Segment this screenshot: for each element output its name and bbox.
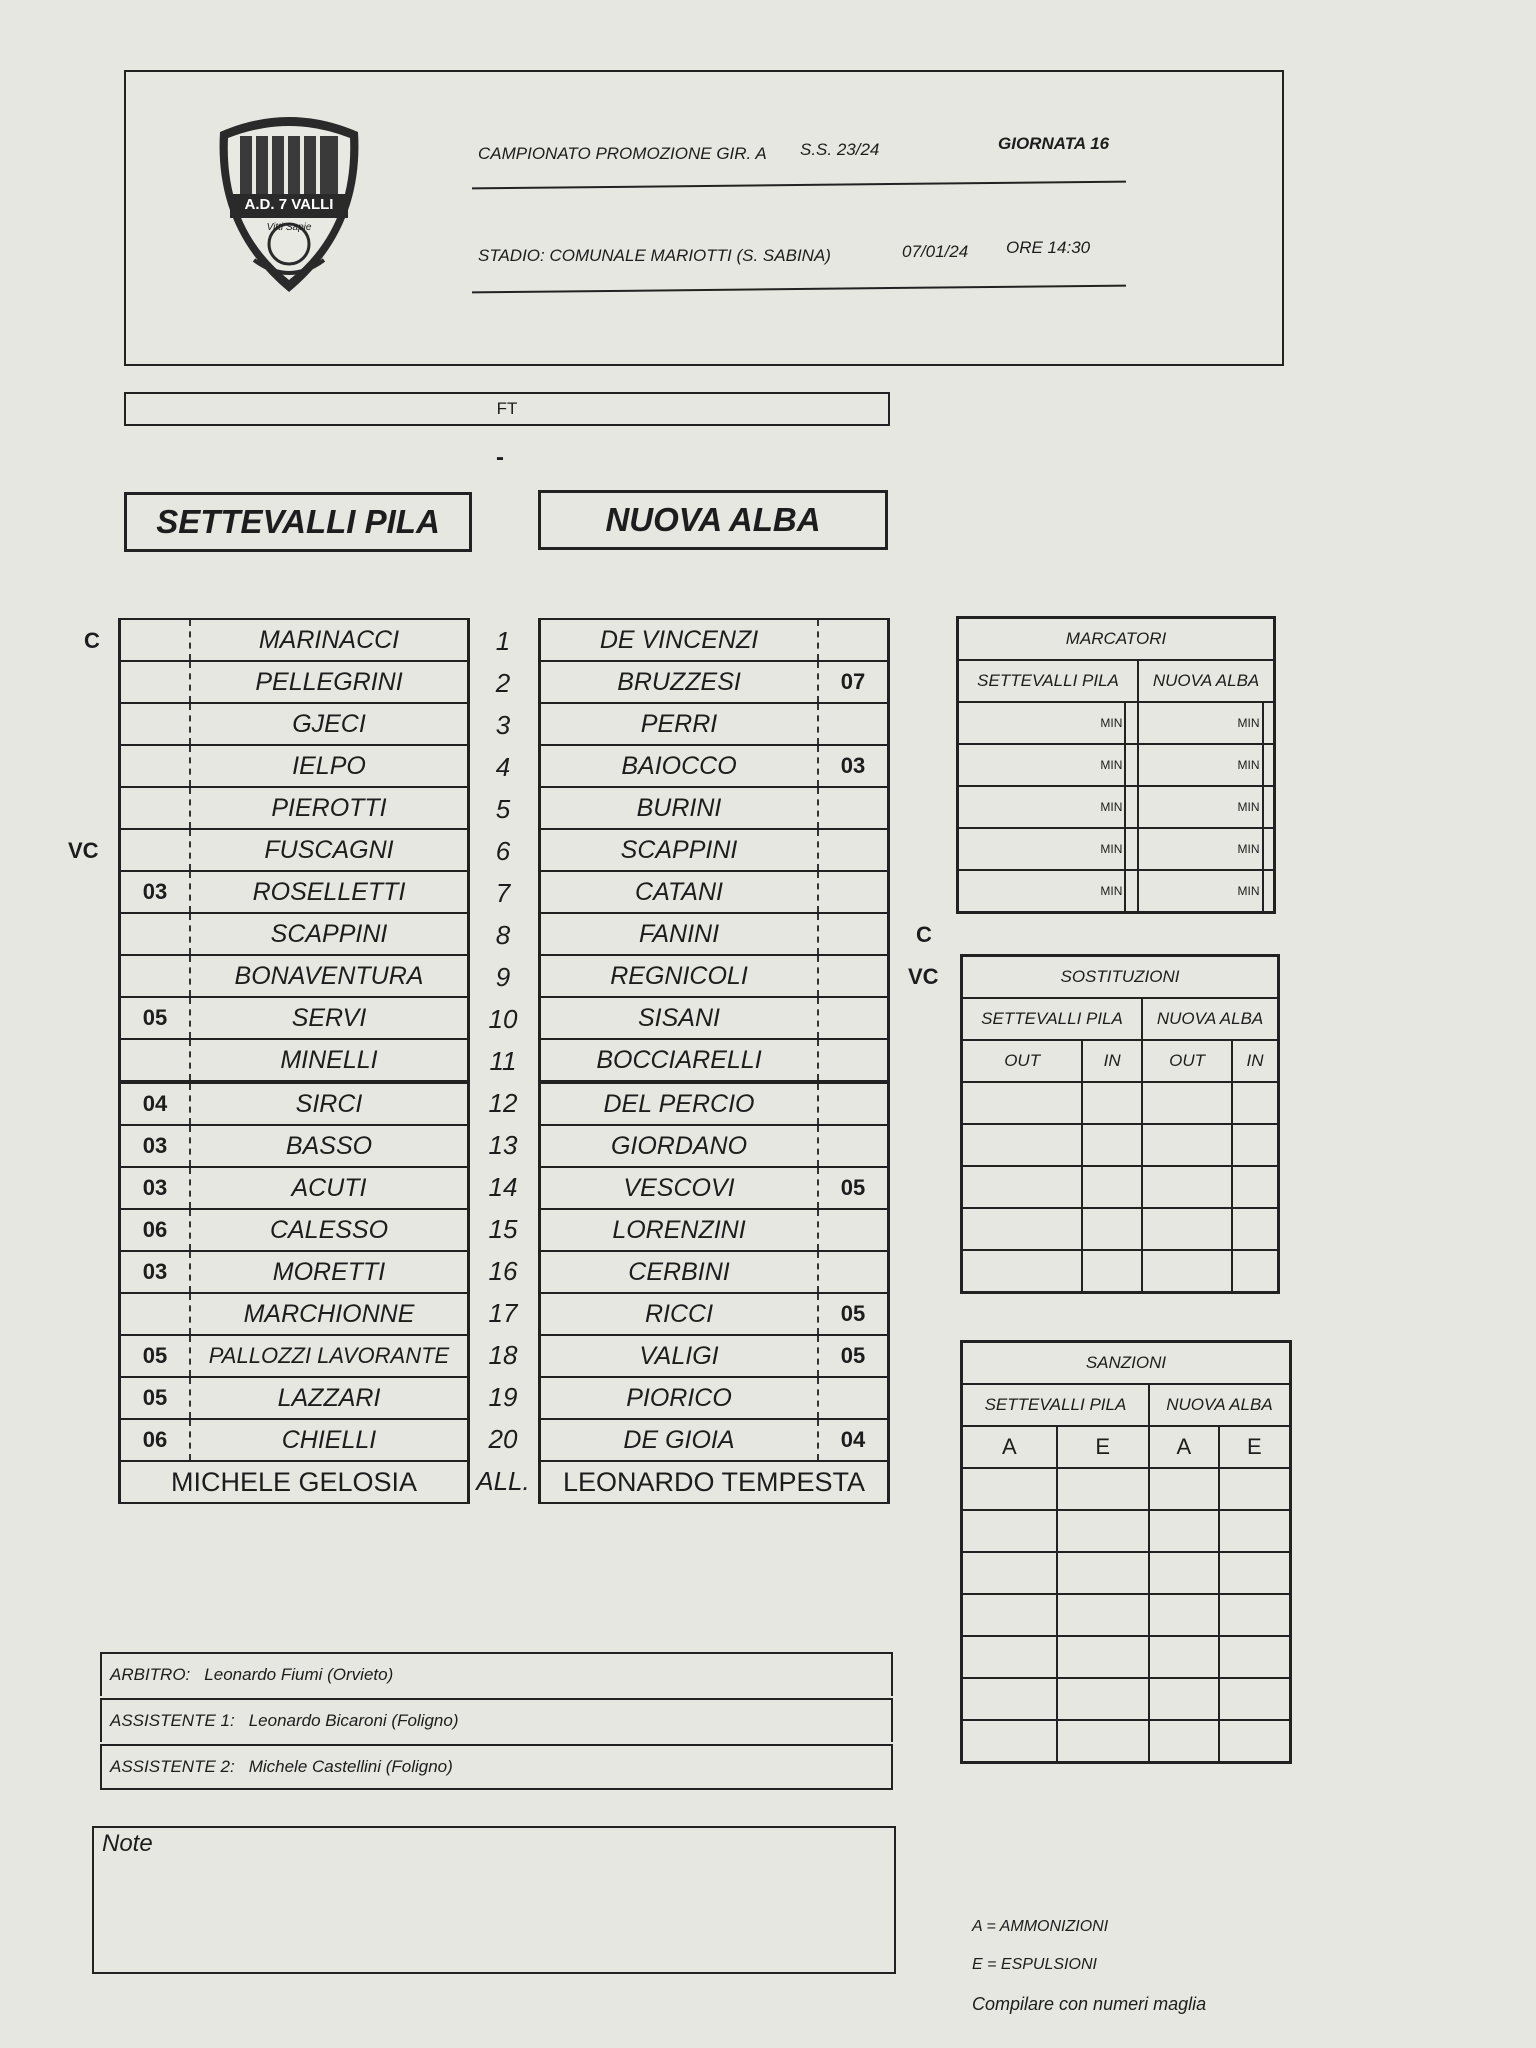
away-player-extra: 05 [818,1167,889,1209]
away-player-extra [818,1377,889,1419]
scorer-cell[interactable] [1263,828,1275,870]
home-player-name: MARCHIONNE [190,1293,469,1335]
scorers-away: NUOVA ALBA [1138,660,1274,702]
scorer-cell[interactable] [1263,870,1275,913]
home-player-extra [120,661,191,703]
home-player-row [120,1293,469,1335]
sanction-cell[interactable] [1149,1510,1219,1552]
sanction-cell[interactable] [962,1552,1057,1594]
away-player-name: REGNICOLI [540,955,819,997]
away-vice-captain-tag: VC [908,964,939,989]
sanction-cell[interactable] [1149,1636,1219,1678]
substitution-cell[interactable] [1232,1124,1278,1166]
sanction-cell[interactable] [962,1468,1057,1510]
sanction-cell[interactable] [1149,1678,1219,1720]
sanction-cell[interactable] [1057,1678,1149,1720]
away-player-row [540,829,889,871]
home-player-name: ACUTI [190,1167,469,1209]
away-player-row [540,1293,889,1335]
away-player-row [540,787,889,829]
away-player-row [540,1377,889,1419]
away-player-extra [818,955,889,997]
sanction-cell[interactable] [962,1594,1057,1636]
home-player-extra: 03 [120,1251,191,1293]
sanction-cell[interactable] [1219,1594,1291,1636]
home-player-extra: 06 [120,1419,191,1461]
home-player-row [120,787,469,829]
logo-text: A.D. 7 VALLI [244,196,334,213]
stadium: STADIO: COMUNALE MARIOTTI (S. SABINA) [478,246,831,265]
sanctions-away-a: A [1149,1426,1219,1468]
home-player-extra: 05 [120,1335,191,1377]
min-label[interactable]: MIN [1138,870,1262,913]
away-player-name: DE GIOIA [540,1419,819,1461]
scorer-cell[interactable] [1125,744,1138,786]
substitution-cell[interactable] [962,1208,1083,1250]
scorer-row [958,828,1275,870]
home-player-extra: 05 [120,997,191,1039]
shirt-number: 17 [488,1298,518,1328]
sanction-row [962,1468,1291,1510]
away-player-row [540,955,889,997]
home-player-name: SERVI [190,997,469,1039]
home-player-row [120,1125,469,1167]
substitution-cell[interactable] [962,1124,1083,1166]
home-player-name: SCAPPINI [190,913,469,955]
away-player-name: PERRI [540,703,819,745]
home-player-row [120,1039,469,1082]
legend-instructions: Compilare con numeri maglia [972,1994,1207,2014]
substitution-cell[interactable] [1232,1082,1278,1124]
header-line-2 [472,285,1126,294]
substitution-cell[interactable] [1082,1208,1142,1250]
away-coach: LEONARDO TEMPESTA [540,1461,889,1503]
championship: CAMPIONATO PROMOZIONE GIR. A [478,144,767,163]
match-date: 07/01/24 [902,242,969,261]
shirt-number: 5 [495,794,511,824]
substitution-cell[interactable] [962,1250,1083,1293]
substitution-cell[interactable] [1082,1166,1142,1208]
sanction-cell[interactable] [1219,1468,1291,1510]
min-label[interactable]: MIN [1138,786,1262,828]
away-player-name: SISANI [540,997,819,1039]
shirt-number: 14 [488,1172,518,1202]
official-row [100,1652,893,1696]
away-player-name: CERBINI [540,1251,819,1293]
sanction-row [962,1594,1291,1636]
home-player-row [120,619,469,661]
home-player-name: BONAVENTURA [190,955,469,997]
substitution-cell[interactable] [1142,1166,1232,1208]
home-player-name: FUSCAGNI [190,829,469,871]
official-row [100,1744,893,1790]
away-player-extra: 07 [818,661,889,703]
sanction-row [962,1678,1291,1720]
away-coach-row [540,1461,889,1503]
home-player-extra [120,787,191,829]
official-row [100,1698,893,1742]
home-player-name: CHIELLI [190,1419,469,1461]
home-captain-tag: VC [68,838,99,863]
away-player-name: VALIGI [540,1335,819,1377]
substitution-cell[interactable] [1232,1166,1278,1208]
logo-motto: Vitti Sapie [266,222,312,233]
substitution-cell[interactable] [1232,1208,1278,1250]
scorer-cell[interactable] [1125,828,1138,870]
home-player-row [120,1251,469,1293]
sanctions-title: SANZIONI [962,1342,1291,1385]
shirt-number: 1 [495,626,511,656]
away-player-row [540,1125,889,1167]
away-player-row [540,1251,889,1293]
official-name: Leonardo Bicaroni (Foligno) [248,1711,459,1730]
sanction-cell[interactable] [1219,1636,1291,1678]
sanctions-home: SETTEVALLI PILA [962,1384,1149,1426]
substitutions-table [960,954,1280,1294]
home-player-row [120,829,469,871]
coach-label: ALL. [476,1466,530,1496]
header-line-1 [472,181,1126,190]
home-player-extra: 03 [120,1167,191,1209]
away-player-row [540,1209,889,1251]
home-player-extra: 03 [120,871,191,913]
home-player-extra [120,955,191,997]
notes-label: Note [102,1830,153,1857]
home-player-row [120,1377,469,1419]
away-player-extra [818,619,889,661]
subs-home: SETTEVALLI PILA [962,998,1143,1040]
home-player-extra [120,745,191,787]
away-player-name: DE VINCENZI [540,619,819,661]
shirt-number: 19 [488,1382,518,1412]
home-player-row [120,913,469,955]
home-player-extra: 04 [120,1082,191,1125]
substitution-row [962,1082,1279,1124]
sanction-cell[interactable] [1219,1510,1291,1552]
away-player-extra [818,1039,889,1082]
substitution-cell[interactable] [962,1166,1083,1208]
home-player-extra [120,619,191,661]
home-player-row [120,1209,469,1251]
home-player-extra [120,829,191,871]
shirt-number: 13 [488,1130,518,1160]
scorers-table [956,616,1276,914]
away-player-name: BURINI [540,787,819,829]
away-player-row [540,1335,889,1377]
sanction-cell[interactable] [1149,1594,1219,1636]
away-player-extra [818,829,889,871]
sanctions-table [960,1340,1292,1764]
substitution-cell[interactable] [1082,1124,1142,1166]
home-player-row [120,1167,469,1209]
away-player-extra [818,871,889,913]
home-player-name: MINELLI [190,1039,469,1082]
subs-title: SOSTITUZIONI [962,956,1279,999]
result-bar [124,392,890,426]
scorer-row [958,786,1275,828]
shirt-number: 20 [488,1424,518,1454]
sanction-cell[interactable] [1149,1468,1219,1510]
sanctions-away-e: E [1219,1426,1291,1468]
notes-box [92,1826,896,1974]
home-player-row [120,703,469,745]
away-player-name: BRUZZESI [540,661,819,703]
sanction-cell[interactable] [1219,1720,1291,1763]
away-player-row [540,661,889,703]
substitution-cell[interactable] [1142,1124,1232,1166]
away-player-extra [818,997,889,1039]
home-player-extra: 05 [120,1377,191,1419]
sanctions-away: NUOVA ALBA [1149,1384,1291,1426]
substitution-cell[interactable] [962,1082,1083,1124]
scorers-home: SETTEVALLI PILA [958,660,1139,702]
away-player-name: PIORICO [540,1377,819,1419]
away-player-extra: 03 [818,745,889,787]
substitution-cell[interactable] [1142,1208,1232,1250]
home-player-name: LAZZARI [190,1377,469,1419]
away-player-name: GIORDANO [540,1125,819,1167]
home-player-name: PALLOZZI LAVORANTE [190,1335,469,1377]
substitution-cell[interactable] [1142,1250,1232,1293]
away-player-row [540,1039,889,1082]
subs-away-out: OUT [1142,1040,1232,1082]
home-player-name: CALESSO [190,1209,469,1251]
official-name: Michele Castellini (Foligno) [248,1757,453,1776]
home-player-extra [120,913,191,955]
min-label[interactable]: MIN [1138,744,1262,786]
away-player-name: VESCOVI [540,1167,819,1209]
score: - [496,444,504,471]
matchday: GIORNATA 16 [998,134,1110,153]
substitution-cell[interactable] [1232,1250,1278,1293]
home-player-row [120,1082,469,1125]
sanction-cell[interactable] [962,1636,1057,1678]
scorer-row [958,702,1275,744]
subs-home-in: IN [1082,1040,1142,1082]
scorer-row [958,870,1275,913]
home-player-row [120,661,469,703]
sanction-row [962,1636,1291,1678]
official-name: Leonardo Fiumi (Orvieto) [204,1665,394,1684]
substitution-row [962,1208,1279,1250]
scorer-cell[interactable] [1263,702,1275,744]
sanctions-home-e: E [1057,1426,1149,1468]
min-label[interactable]: MIN [1138,702,1262,744]
scorer-cell[interactable] [1263,786,1275,828]
sanction-cell[interactable] [1057,1636,1149,1678]
shirt-number: 9 [495,962,511,992]
home-player-row [120,745,469,787]
scorer-cell[interactable] [1125,870,1138,913]
shirt-number: 11 [489,1046,517,1076]
subs-away: NUOVA ALBA [1142,998,1278,1040]
home-team-name: SETTEVALLI PILA [124,492,472,552]
shirt-number: 10 [488,1004,518,1034]
away-player-name: BOCCIARELLI [540,1039,819,1082]
away-player-row [540,703,889,745]
away-player-extra [818,1209,889,1251]
shirt-number: 4 [495,752,511,782]
away-player-extra [818,703,889,745]
sanction-cell[interactable] [1149,1552,1219,1594]
sanction-cell[interactable] [1057,1510,1149,1552]
away-player-row [540,1167,889,1209]
home-coach: MICHELE GELOSIA [120,1461,469,1503]
subs-home-out: OUT [962,1040,1083,1082]
home-player-row [120,997,469,1039]
away-player-row [540,997,889,1039]
away-player-name: FANINI [540,913,819,955]
shirt-number: 7 [495,878,511,908]
home-player-name: IELPO [190,745,469,787]
away-player-name: CATANI [540,871,819,913]
shirt-number: 8 [495,920,511,950]
home-player-extra [120,703,191,745]
sanction-cell[interactable] [1057,1552,1149,1594]
away-player-name: SCAPPINI [540,829,819,871]
sanction-cell[interactable] [962,1720,1057,1763]
official-role: ARBITRO: [110,1665,191,1684]
sanction-row [962,1510,1291,1552]
shirt-number: 18 [488,1340,518,1370]
home-player-name: MORETTI [190,1251,469,1293]
away-team-name: NUOVA ALBA [538,490,888,550]
shirt-number: 2 [495,668,511,698]
subs-away-in: IN [1232,1040,1278,1082]
home-player-extra: 06 [120,1209,191,1251]
away-player-extra [818,1082,889,1125]
away-player-row [540,913,889,955]
away-player-extra [818,787,889,829]
home-player-name: ROSELLETTI [190,871,469,913]
shirt-number: 16 [488,1256,518,1286]
substitution-row [962,1166,1279,1208]
min-label[interactable]: MIN [958,870,1126,913]
shirt-number: 12 [488,1088,518,1118]
sanction-cell[interactable] [1057,1594,1149,1636]
sanction-cell[interactable] [1219,1552,1291,1594]
shirt-number: 6 [495,836,511,866]
away-player-name: RICCI [540,1293,819,1335]
away-player-extra: 05 [818,1293,889,1335]
away-player-row [540,745,889,787]
substitution-row [962,1250,1279,1293]
away-roster-table [538,618,890,1504]
away-player-row [540,1082,889,1125]
min-label[interactable]: MIN [958,702,1126,744]
min-label[interactable]: MIN [1138,828,1262,870]
home-player-row [120,871,469,913]
sanction-cell[interactable] [1219,1678,1291,1720]
sanctions-home-a: A [962,1426,1057,1468]
home-player-name: BASSO [190,1125,469,1167]
scorer-cell[interactable] [1125,786,1138,828]
official-role: ASSISTENTE 1: [110,1711,235,1730]
min-label[interactable]: MIN [958,744,1126,786]
min-label[interactable]: MIN [958,828,1126,870]
header-box [124,70,1284,366]
home-player-row [120,1335,469,1377]
away-player-row [540,1419,889,1461]
result-label: FT [496,399,518,418]
club-logo [214,110,364,296]
substitution-cell[interactable] [1142,1082,1232,1124]
official-role: ASSISTENTE 2: [110,1757,235,1776]
sanction-row [962,1720,1291,1763]
home-player-name: MARINACCI [190,619,469,661]
home-player-name: SIRCI [190,1082,469,1125]
away-player-name: BAIOCCO [540,745,819,787]
season: S.S. 23/24 [800,140,880,159]
scorers-title: MARCATORI [958,618,1275,661]
match-time: ORE 14:30 [1006,238,1091,257]
substitution-cell[interactable] [1082,1250,1142,1293]
away-player-name: LORENZINI [540,1209,819,1251]
home-player-extra [120,1293,191,1335]
shirt-number: 3 [495,710,511,740]
sanction-cell[interactable] [1057,1468,1149,1510]
away-player-row [540,871,889,913]
home-player-row [120,1419,469,1461]
away-player-extra [818,913,889,955]
away-player-extra [818,1125,889,1167]
home-player-extra: 03 [120,1125,191,1167]
scorer-row [958,744,1275,786]
scorer-cell[interactable] [1263,744,1275,786]
away-player-extra [818,1251,889,1293]
away-captain-tag: C [916,922,932,947]
away-player-extra: 05 [818,1335,889,1377]
sanction-cell[interactable] [962,1678,1057,1720]
away-player-row [540,619,889,661]
legend-ammonizioni: A = AMMONIZIONI [972,1918,1109,1935]
sanction-cell[interactable] [1149,1720,1219,1763]
scorer-cell[interactable] [1125,702,1138,744]
sanction-cell[interactable] [962,1510,1057,1552]
home-player-extra [120,1039,191,1082]
home-coach-row [120,1461,469,1503]
home-player-name: PELLEGRINI [190,661,469,703]
home-captain-tag: C [84,628,100,653]
substitution-cell[interactable] [1082,1082,1142,1124]
legend-espulsioni: E = ESPULSIONI [972,1956,1097,1973]
home-player-name: PIEROTTI [190,787,469,829]
sanction-cell[interactable] [1057,1720,1149,1763]
shirt-number: 15 [488,1214,518,1244]
min-label[interactable]: MIN [958,786,1126,828]
sanction-row [962,1552,1291,1594]
home-player-name: GJECI [190,703,469,745]
away-player-name: DEL PERCIO [540,1082,819,1125]
home-player-row [120,955,469,997]
away-player-extra: 04 [818,1419,889,1461]
home-roster-table [118,618,470,1504]
substitution-row [962,1124,1279,1166]
